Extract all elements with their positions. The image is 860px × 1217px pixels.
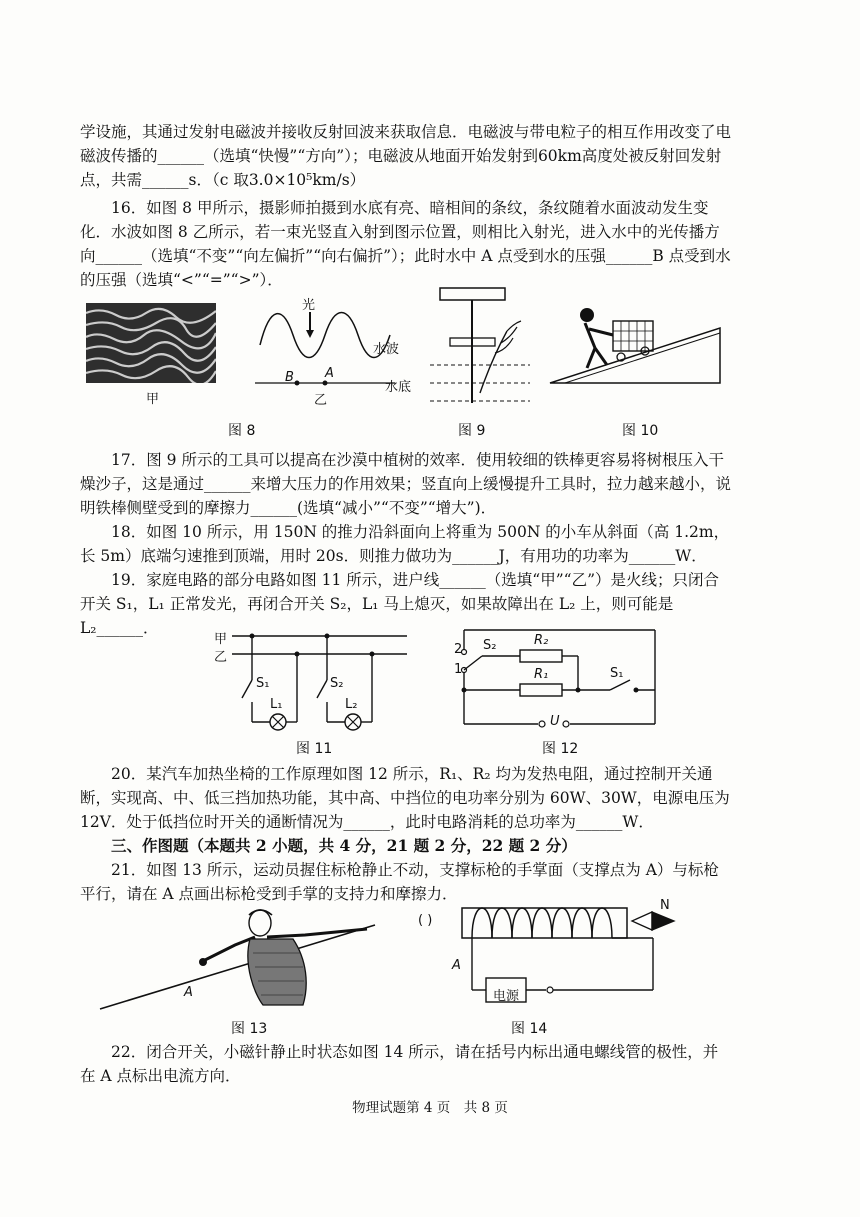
fig11-caption: 图 11 xyxy=(296,741,333,757)
fig14-pole-paren: ( ) xyxy=(418,913,433,928)
question-19: 19．家庭电路的部分电路如图 11 所示，进户线______（选填“甲”“乙”）是火线；只闭合开关 S₁，L₁ 正常发光，再闭合开关 S₂，L₁ 马上熄灭，如果故障出在 L₂ 上，则可能是 L₂______． xyxy=(80,571,719,637)
fig14-compass-needle xyxy=(630,910,680,932)
fig11-L1-label: L₁ xyxy=(270,697,283,712)
fig13-javelin-diagram xyxy=(95,905,385,1015)
fig12-terminal-2: 2 xyxy=(454,642,463,657)
fig12-S1-label: S₁ xyxy=(610,666,624,681)
fig11-L2-label: L₂ xyxy=(345,697,358,712)
fig8-photo xyxy=(86,303,216,383)
fig8-wave-label: 水波 xyxy=(373,342,400,357)
fig11-circuit-diagram xyxy=(212,628,412,738)
section-3-heading: 三、作图题（本题共 2 小题，共 4 分，21 题 2 分，22 题 2 分） xyxy=(111,836,577,855)
fig12-R2-label: R₂ xyxy=(534,633,549,648)
fig14-N-label: N xyxy=(660,898,670,913)
fig11-S2-label: S₂ xyxy=(330,676,344,691)
fig14-solenoid-diagram xyxy=(450,898,660,1013)
fig11-yi-label: 乙 xyxy=(214,650,228,665)
question-20: 20．某汽车加热坐椅的工作原理如图 12 所示，R₁、R₂ 均为发热电阻，通过控制开关通断，实现高、中、低三挡加热功能，其中高、中挡位的电功率分别为 60W、30W，电源电压为 12V．处于低挡位时开关的通断情况为______，此时电路消耗的总功率为______W． xyxy=(80,765,730,831)
fig9-caption: 图 9 xyxy=(458,423,486,439)
fig8-caption: 图 8 xyxy=(228,423,256,439)
page-footer: 物理试题第 4 页 共 8 页 xyxy=(352,1100,508,1116)
fig13-A-label: A xyxy=(184,985,193,1000)
fig12-U-label: U xyxy=(550,714,560,729)
fig14-A-label: A xyxy=(452,958,461,973)
fig12-caption: 图 12 xyxy=(542,741,579,757)
question-18: 18．如图 10 所示，用 150N 的推力沿斜面向上将重为 500N 的小车从斜面（高 1.2m，长 5m）底端匀速推到顶端，用时 20s．则推力做功为______J，有用功的功率为______W． xyxy=(80,523,730,565)
fig12-S2-label: S₂ xyxy=(483,638,497,653)
question-22: 22．闭合开关，小磁针静止时状态如图 14 所示，请在括号内标出通电螺线管的极性，并在 A 点标出电流方向． xyxy=(80,1043,719,1085)
fig8-jia-label: 甲 xyxy=(146,392,160,407)
fig9-tool-diagram xyxy=(425,283,540,413)
fig11-S1-label: S₁ xyxy=(256,676,270,691)
fig12-terminal-1: 1 xyxy=(454,662,463,677)
fig8-bottom-label: 水底 xyxy=(385,380,412,395)
fig10-slope-diagram xyxy=(545,293,725,388)
fig8-A-label: A xyxy=(325,366,334,381)
question-21: 21．如图 13 所示，运动员握住标枪静止不动，支撑标枪的手掌面（支撑点为 A）与标枪平行，请在 A 点画出标枪受到手掌的支持力和摩擦力． xyxy=(80,861,719,903)
q15-continuation: 学设施，其通过发射电磁波并接收反射回波来获取信息．电磁波与带电粒子的相互作用改变了电磁波传播的______（选填“快慢”“方向”）；电磁波从地面开始发射到60km高度处被反射回发射点，共需______s．（c 取3.0×10⁵km/s） xyxy=(80,123,732,189)
fig8-light-label: 光 xyxy=(302,298,316,313)
question-17: 17．图 9 所示的工具可以提高在沙漠中植树的效率．使用较细的铁棒更容易将树根压入干燥沙子，这是通过______来增大压力的作用效果；竖直向上缓慢提升工具时，拉力越来越小，说明铁棒侧壁受到的摩擦力______(选填“减小”“不变”“增大”)． xyxy=(80,451,732,517)
fig10-caption: 图 10 xyxy=(622,423,659,439)
fig13-caption: 图 13 xyxy=(231,1021,268,1037)
fig8-B-label: B xyxy=(285,370,294,385)
fig8-yi-label: 乙 xyxy=(314,393,328,408)
fig11-jia-label: 甲 xyxy=(214,632,228,647)
fig12-R1-label: R₁ xyxy=(534,667,549,682)
question-16: 16．如图 8 甲所示，摄影师拍摄到水底有亮、暗相间的条纹，条纹随着水面波动发生变化．水波如图 8 乙所示，若一束光竖直入射到图示位置，则相比入射光，进入水中的光传播方向______（选填“不变”“向左偏折”“向右偏折”）；此时水中 A 点受到水的压强______B 点受到水的压强（选填“<”“=”“>”）． xyxy=(80,199,731,289)
fig14-caption: 图 14 xyxy=(511,1021,548,1037)
fig14-power-source-label: 电源 xyxy=(493,989,520,1004)
